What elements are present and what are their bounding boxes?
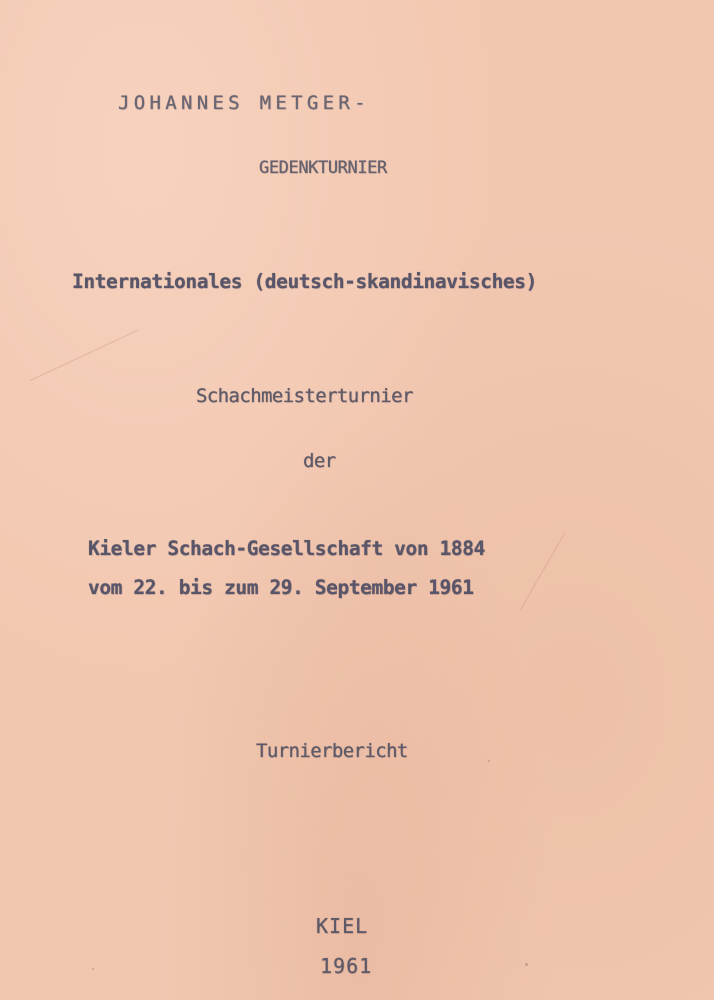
subtitle-line-2: Schachmeisterturnier (196, 385, 413, 407)
report-label: Turnierbericht (256, 740, 408, 762)
title-line-2: GEDENKTURNIER (259, 158, 387, 178)
paper-crease (30, 329, 139, 381)
paper-speck (488, 760, 490, 762)
subtitle-line-3: der (303, 450, 336, 472)
subtitle-line-1: Internationales (deutsch-skandinavisches) (72, 270, 537, 293)
subtitle-line-4: Kieler Schach-Gesellschaft von 1884 (88, 537, 485, 560)
paper-crease (520, 532, 566, 610)
place-label: KIEL (316, 914, 369, 938)
paper-speck (92, 968, 94, 970)
year-label: 1961 (320, 954, 373, 978)
title-line-1: JOHANNES METGER- (118, 92, 370, 114)
paper-speck (525, 963, 528, 966)
subtitle-line-5: vom 22. bis zum 29. September 1961 (88, 576, 474, 599)
